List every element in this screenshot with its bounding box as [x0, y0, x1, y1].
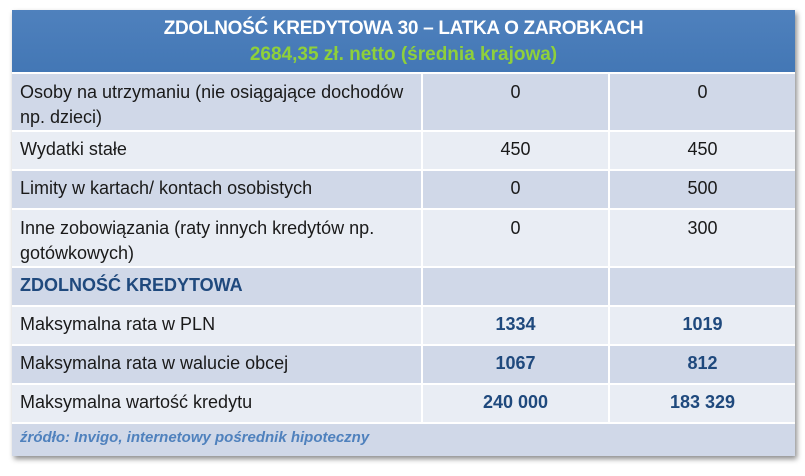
value-col1: 240 000 — [422, 384, 609, 423]
source-note: źródło: Invigo, internetowy pośrednik hipoteczny — [12, 424, 795, 456]
table-row — [12, 345, 795, 384]
table-row — [12, 131, 795, 170]
row-label: Wydatki stałe — [12, 131, 422, 170]
value-col2: 0 — [609, 74, 795, 131]
data-table — [12, 74, 795, 424]
value-col1: 0 — [422, 74, 609, 131]
row-label: Maksymalna rata w walucie obcej — [12, 345, 422, 384]
value-col2: 183 329 — [609, 384, 795, 423]
value-col2: 500 — [609, 170, 795, 209]
value-col2: 1019 — [609, 306, 795, 345]
table-subtitle: 2684,35 zł. netto (średnia krajowa) — [249, 44, 558, 65]
row-label: Maksymalna rata w PLN — [12, 306, 422, 345]
table-title: ZDOLNOŚĆ KREDYTOWA 30 – LATKA O ZAROBKACH — [163, 18, 644, 39]
credit-capacity-table — [12, 10, 795, 456]
table-row — [12, 209, 795, 267]
value-col1: 450 — [422, 131, 609, 170]
table-row — [12, 384, 795, 423]
row-label: Inne zobowiązania (raty innych kredytów np. gotówkowych) — [12, 209, 422, 267]
section-row — [12, 267, 795, 306]
value-col2: 812 — [609, 345, 795, 384]
section-label: ZDOLNOŚĆ KREDYTOWA — [12, 267, 422, 306]
section-empty-cell — [422, 267, 609, 306]
value-col1: 0 — [422, 170, 609, 209]
table-row — [12, 306, 795, 345]
section-empty-cell — [609, 267, 795, 306]
value-col1: 1067 — [422, 345, 609, 384]
value-col2: 450 — [609, 131, 795, 170]
row-label: Maksymalna wartość kredytu — [12, 384, 422, 423]
table-row — [12, 74, 795, 131]
row-label: Limity w kartach/ kontach osobistych — [12, 170, 422, 209]
value-col1: 0 — [422, 209, 609, 267]
table-header — [12, 10, 795, 74]
value-col1: 1334 — [422, 306, 609, 345]
value-col2: 300 — [609, 209, 795, 267]
row-label: Osoby na utrzymaniu (nie osiągające dochodów np. dzieci) — [12, 74, 422, 131]
table-row — [12, 170, 795, 209]
